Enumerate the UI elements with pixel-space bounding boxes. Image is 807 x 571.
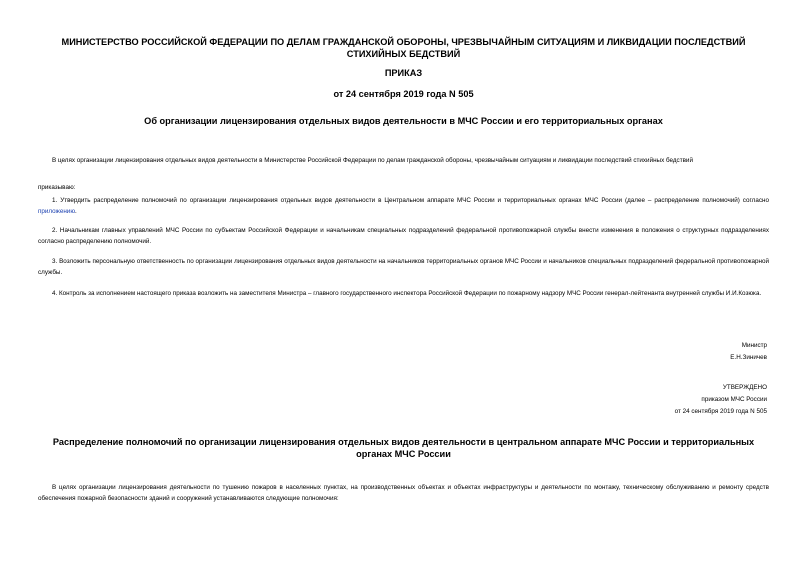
appendix-link[interactable]: приложению (38, 208, 76, 215)
document-type: ПРИКАЗ (384, 68, 423, 78)
ministry-heading: МИНИСТЕРСТВО РОССИЙСКОЙ ФЕДЕРАЦИИ ПО ДЕЛАМ ГРАЖДАНСКОЙ ОБОРОНЫ, ЧРЕЗВЫЧАЙНЫМ СИТУАЦИЯМ И ЛИКВИДАЦИИ ПОСЛЕДСТВИЙ СТИХИЙНЫХ БЕДСТВИЙ (61, 37, 746, 59)
approved-by: приказом МЧС России (701, 396, 767, 403)
appendix-title: Распределение полномочий по организации лицензирования отдельных видов деятельности в центральном аппарате МЧС России и территориальных органах МЧС России (52, 437, 755, 459)
document-date: от 24 сентября 2019 года N 505 (333, 89, 474, 99)
signature-title: Министр (741, 342, 767, 349)
order-item-2: 2. Начальникам главных управлений МЧС России по субъектам Российской Федерации и начальникам специальных подразделений федеральной противопожарной службы внести изменения в положения о структурных подразделениях согласно распределению полномочий. (38, 227, 769, 245)
order-word: приказываю: (38, 184, 76, 191)
document-subject: Об организации лицензирования отдельных видов деятельности в МЧС России и его территориальных органах (144, 116, 663, 126)
order-item-3: 3. Возложить персональную ответственность по организации лицензирования отдельных видов деятельности на начальников территориальных органов МЧС России и начальников специальных подразделений федеральной противопожарной службы. (38, 258, 769, 276)
approved-label: УТВЕРЖДЕНО (722, 384, 767, 391)
order-item-4: 4. Контроль за исполнением настоящего приказа возложить на заместителя Министра – главного государственного инспектора Российской Федерации по пожарному надзору МЧС России генерал-лейтенанта внутренней службы И.И.Козюка. (52, 290, 762, 297)
approved-date: от 24 сентября 2019 года N 505 (674, 408, 767, 415)
preamble-paragraph: В целях организации лицензирования отдельных видов деятельности в Министерстве Российской Федерации по делам гражданской обороны, чрезвычайным ситуациям и ликвидации последствий стихийных бедствий (52, 157, 693, 164)
signature-name: Е.Н.Зиничев (730, 354, 767, 361)
order-item-1-end: . (75, 208, 77, 215)
order-item-1 (38, 195, 769, 217)
appendix-intro: В целях организации лицензирования деятельности по тушению пожаров в населенных пунктах, на производственных объектах и объектах инфраструктуры и деятельности по монтажу, техническому обслуживанию и ремонту средств обеспечения пожарной безопасности зданий и сооружений устанавливаются следующие полномочия: (38, 484, 769, 502)
order-item-1-text: 1. Утвердить распределение полномочий по организации лицензирования отдельных видов деятельности в Центральном аппарате МЧС России и территориальных органах МЧС России (далее – распределение полномочий) согласно (52, 197, 769, 204)
